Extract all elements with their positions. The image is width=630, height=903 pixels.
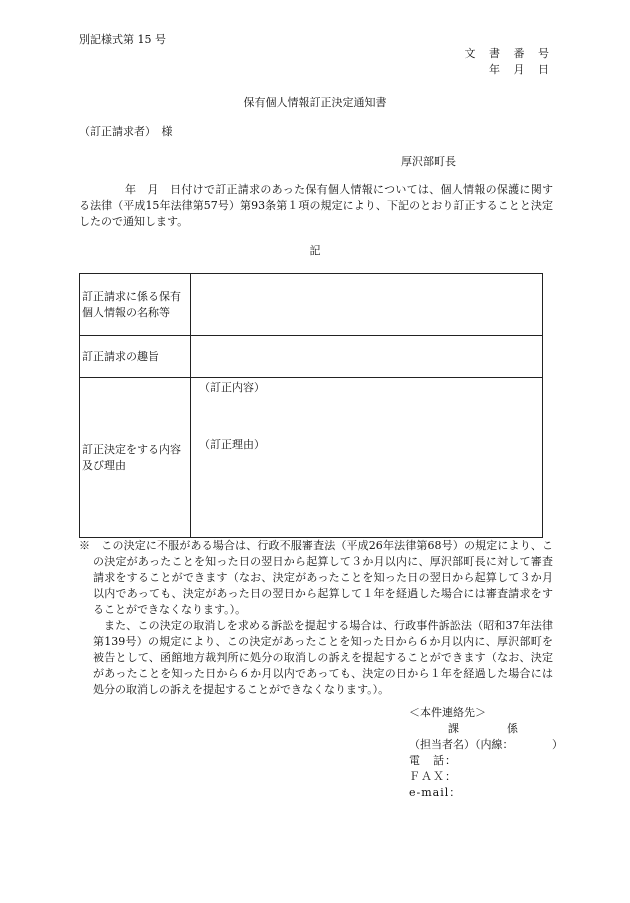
table-row	[80, 274, 543, 336]
row2-label: 訂正請求の趣旨	[80, 336, 191, 378]
correction-content-label: （訂正内容）	[199, 381, 265, 394]
addressee: （訂正請求者） 様	[79, 125, 173, 138]
document-number-label: 文 書 番 号	[464, 47, 554, 60]
fax-label: ＦＡＸ：	[409, 770, 457, 783]
notes-section	[79, 538, 553, 698]
correction-table	[79, 273, 543, 538]
dept-kakari: 係	[507, 722, 518, 735]
contact-fax	[409, 769, 563, 785]
row1-field	[191, 274, 543, 336]
contact-department	[409, 721, 563, 737]
date-label: 年 月 日	[489, 63, 554, 76]
contact-person: （担当者名）（内線： ）	[409, 738, 563, 751]
contact-heading: ＜本件連絡先＞	[409, 706, 486, 719]
row3-label: 訂正決定をする内容及び理由	[80, 378, 191, 538]
row2-field	[191, 336, 543, 378]
body-text: 年 月 日付けで訂正請求のあった保有個人情報については、個人情報の保護に関する法律（平成15年法律第57号）第93条第１項の規定により、下記のとおり訂正することと決定したので通知します。	[79, 183, 553, 228]
contact-phone	[409, 753, 563, 769]
document-title: 保有個人情報訂正決定通知書	[243, 96, 387, 109]
body-paragraph	[79, 182, 553, 230]
appeal-note: ※ この決定に不服がある場合は、行政不服審査法（平成26年法律第68号）の規定により、この決定があったことを知った日の翌日から起算して３か月以内に、厚沢部町長に対して審査請求をすることができます（なお、決定があったことを知った日の翌日から起算して３か月以内であっても、決定があった日の翌日から起算して１年を経過した場合には審査請求をすることができなくなります。）。	[79, 539, 553, 616]
table-row	[80, 336, 543, 378]
row1-label: 訂正請求に係る保有個人情報の名称等	[80, 274, 191, 336]
contact-block	[409, 705, 563, 801]
row3-field	[191, 378, 543, 538]
issuer: 厚沢部町長	[401, 155, 456, 168]
email-label: e-mail：	[409, 786, 462, 799]
correction-reason-label: （訂正理由）	[199, 438, 265, 451]
table-row	[80, 378, 543, 538]
dept-ka: 課	[448, 722, 459, 735]
contact-email	[409, 785, 563, 801]
phone-label: 電 話：	[409, 754, 457, 767]
ki-heading: 記	[309, 244, 321, 257]
lawsuit-note: また、この決定の取消しを求める訴訟を提起する場合は、行政事件訴訟法（昭和37年法律第139号）の規定により、この決定があったことを知った日から６か月以内に、厚沢部町を被告として、函館地方裁判所に処分の取消しの訴えを提起することができます（なお、決定があったことを知った日から６か月以内であっても、決定の日から１年を経過した場合には処分の取消しの訴えを提起することができなくなります。）。	[93, 619, 553, 696]
form-number: 別記様式第 15 号	[79, 33, 166, 46]
